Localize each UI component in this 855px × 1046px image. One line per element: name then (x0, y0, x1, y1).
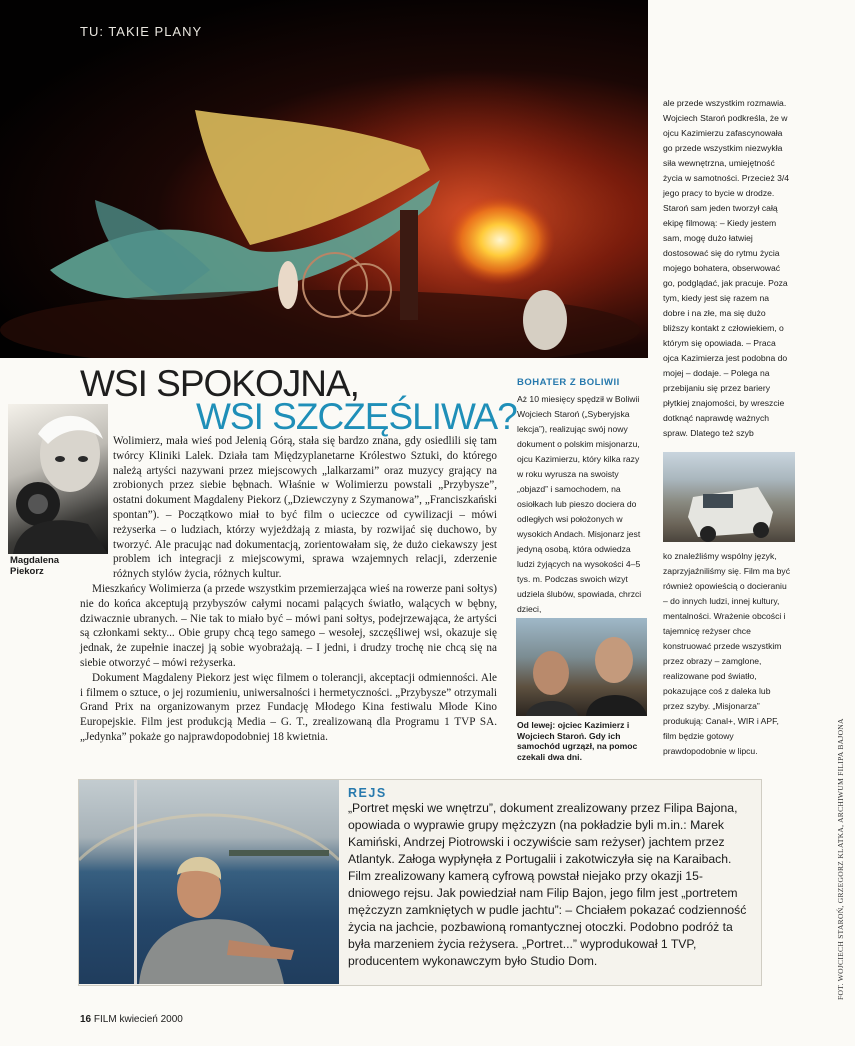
portrait-caption-line1: Magdalena (10, 555, 60, 566)
article-title-line2: WSI SZCZĘŚLIWA? (196, 396, 517, 437)
photo-two-men (516, 618, 647, 716)
bohater-paragraph: Aż 10 miesięcy spędził w Boliwii Wojciech Staroń („Syberyjska lekcja”), realizując swój nowy dokument o polskim misjonarzu, ojcu Kazimierzu, który kilka razy w roku wyrusza na swoisty „objazd” i samochodem, na osiołkach lub pieszo dociera do odległych wsi położonych w wysokich Andach. Misjonarz jest jedyną osobą, która odwiedza ludzi żyjących na wysokości 4–5 tys. m. Podczas swoich wizyt udziela ślubów, spowiada, chrzci dzieci, (517, 394, 642, 614)
article-title-line1: WSI SPOKOJNA, (80, 363, 359, 404)
jeep-illustration (663, 452, 795, 542)
bohater-col2-paragraph: ale przede wszystkim rozmawia. Wojciech Staroń podkreśla, że w ojcu Kazimierzu zafascynowała go przede wszystkim niezwykła siła wewnętrzna, umiejętność życia w samotności. Przecież 3/4 jego pracy to bycie w drodze. Staroń sam jeden tworzył całą ekipę filmową: – Kiedy jestem sam, mogę dużo łatwiej dostosować się do rytmu życia mojego bohatera, obserwować go, podglądać, jak pracuje. Poza tym, kiedy jest się razem na dobre i na złe, ma się dużo bliższy kontakt z człowiekiem, o którym się opowiada. – Praca ojca Kazimierza jest podobna do mojej – dodaje. – Polega na przebijaniu się przez bariery płytkiej znajomości, by wreszcie dotknąć naprawdę ważnych spraw. Dlatego też szyb (663, 98, 790, 438)
photo-two-men-caption: Od lewej: ojciec Kazimierz i Wojciech Staroń. Gdy ich samochód ugrzązł, na pomoc czekali dwa dni. (517, 720, 638, 762)
rejs-heading: REJS (348, 786, 387, 800)
page-footer (80, 1014, 183, 1025)
bohater-text-col2 (663, 96, 791, 441)
hero-illustration (0, 0, 648, 358)
photo-credit: FOT. WOJCIECH STAROŃ, GRZEGORZ KLATKA, ARCHIWUM FILIPA BAJONA (836, 718, 845, 1000)
photo-sailor (79, 780, 339, 984)
bohater-heading: BOHATER Z BOLIWII (517, 377, 620, 388)
photo-jeep (663, 452, 795, 542)
bohater-text (517, 392, 647, 617)
magazine-name: FILM (93, 1014, 117, 1025)
page-number: 16 (80, 1014, 92, 1025)
article-paragraph-2: Mieszkańcy Wolimierza (a przede wszystkim przemierzająca wieś na rowerze pani sołtys) nie do końca akceptują przybyszów całymi nocami palących światło, walących w bębny, dziwacznie ubranych. – Nie tak to miało być – mówi pani sołtys, podejrzewająca, że artyści są członkami sekty... Obie grupy chcą tego samego – wesołej, szczęśliwej wsi, okazuje się jednak, że zupełnie inaczej ją sobie wyobrażają. – I jedni, i drudzy trochę nie chcą się na siebie otworzyć – mówi reżyserka. (80, 582, 497, 669)
article-paragraph-3: Dokument Magdaleny Piekorz jest więc filmem o tolerancji, akceptacji odmienności. Ale i filmem o sztuce, o jej rozumieniu, uniwersalności i hermetyczności. „Przybysze” otrzymali Grand Prix na organizowanym przez Fundację Młodego Kina festiwalu Młode Kino Europejskie. Film jest produkcją Media – G. T., zrealizowaną dla Programu 1 TVP SA. „Jedynka” pokaże go najprawdopodobniej 18 kwietnia. (80, 671, 497, 743)
rejs-paragraph: „Portret męski we wnętrzu”, dokument zrealizowany przez Filipa Bajona, opowiada o wyprawie grupy mężczyzn (na pokładzie byli m.in.: Marek Kamiński, Andrzej Piotrowski i oczywiście sam reżyser) jachtem przez Atlantyk. Załoga wypłynęła z Portugalii i zakotwiczyła się na Karaibach. Film zrealizowany kamerą cyfrową powstał niejako przy okazji 15-dniowego rejsu. Jak powiedział nam Filip Bajon, jego film jest „portretem mężczyzn zamkniętych w pudle jachtu”: – Chciałem pokazać codzienność życia na jachcie, pozbawioną romantycznej otoczki. Podobno podróż ta była marzeniem życia reżysera. „Portret...” wyprodukował 1 TVP, producentem wykonawczym było Studio Dom. (348, 801, 747, 968)
portrait-caption-line2: Piekorz (10, 566, 44, 577)
section-label: TU: TAKIE PLANY (80, 24, 203, 39)
rejs-text (348, 800, 754, 970)
sailor-illustration (79, 780, 339, 984)
portrait-caption (10, 555, 59, 577)
article-paragraph-1: Wolimierz, mała wieś pod Jelenią Górą, stała się bardzo znana, gdy osiedlili się tam twórcy Kliniki Lalek. Działa tam Międzyplanetarne Królestwo Sztuki, do którego należą artyści nazywani przez miejscowych „lalkarzami” oraz muzycy grający na zrobionych przez siebie bębnach. Właśnie w Wolimierzu powstali „Przybysze”, ostatni dokument Magdaleny Piekorz („Dziewczyny z Szymanowa”, „Franciszkański spontan”). – Początkowo miał to być film o ucieczce od cywilizacji – mówi reżyserka – o ludziach, którzy wyjeżdżają z miasta, by rozwijać się duchowo, by tworzyć. Ale pracując nad dokumentacją, zorientowałam się, że dużo ciekawszy jest problem ich integracji z miejscowymi, sprawa wzajemnych relacji, zderzenie różnych stylów życia, różnych kultur. (113, 435, 497, 581)
hero-photo (0, 0, 648, 358)
issue-date: kwiecień 2000 (119, 1014, 183, 1025)
two-men-illustration (516, 618, 647, 716)
bohater-text-col2-continued: ko znaleźliśmy wspólny język, zaprzyjaźniliśmy się. Film ma być również opowieścią o docieraniu – do innych ludzi, innej kultury, mentalności. Wrażenie obcości i tajemnicę reżyser chce konstruować przede wszystkim przez obrazy – zamglone, realizowane pod światło, pokazujące coś z daleka lub przez szyby. „Misjonarza” produkują: Canal+, WIR i APF, film będzie gotowy prawdopodobnie w lipcu. (663, 551, 791, 756)
article-body (80, 434, 497, 745)
